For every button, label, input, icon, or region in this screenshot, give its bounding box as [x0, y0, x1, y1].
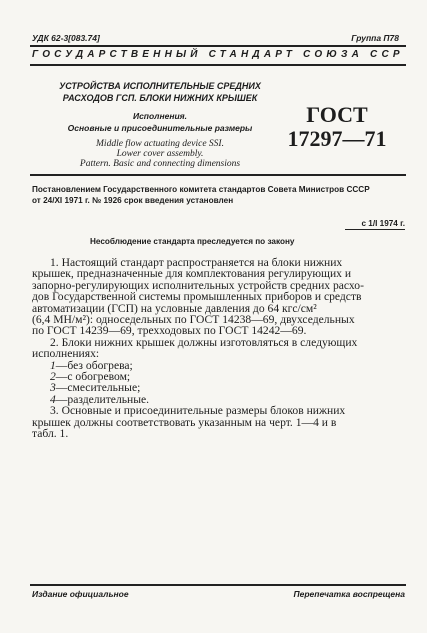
paragraph-3-line: крышек должны соответствовать указанным на черт. 1—4 и в — [32, 415, 337, 429]
decree-line-2: от 24/XI 1971 г. № 1926 срок введения установлен — [32, 196, 234, 205]
variant-text: —смесительные; — [55, 381, 141, 395]
compliance-notice: Несоблюдение стандарта преследуется по закону — [90, 237, 295, 246]
title-line-1: УСТРОЙСТВА ИСПОЛНИТЕЛЬНЫЕ СРЕДНИХ — [59, 81, 261, 91]
group-code: Группа П78 — [351, 33, 399, 43]
paragraph-1-line: 1. Настоящий стандарт распространяется на блоки нижних — [50, 256, 343, 269]
top-rule — [30, 45, 406, 47]
english-title-block — [50, 139, 270, 169]
paragraph-1-line: (6,4 МН/м²): односедельных по ГОСТ 14238—69, двухседельных — [32, 313, 355, 327]
gost-label: ГОСТ — [306, 102, 368, 127]
decree-text — [32, 184, 370, 206]
official-edition-label: Издание официальное — [32, 589, 129, 599]
paragraph-2-line: 2. Блоки нижних крышек должны изготовляться в следующих — [50, 335, 358, 349]
english-title-line-2: Lower cover assembly. — [116, 149, 204, 159]
paragraph-3-line: табл. 1. — [32, 427, 69, 441]
paragraph-1-line: крышек, предназначенные для комплектования регулирующих и — [32, 267, 352, 281]
date-underline — [345, 229, 405, 230]
banner-rule — [30, 64, 406, 66]
variant-text: —разделительные. — [55, 392, 150, 406]
reprint-prohibited-label: Перепечатка воспрещена — [293, 589, 405, 599]
standard-banner: ГОСУДАРСТВЕННЫЙ СТАНДАРТ СОЮЗА ССР — [32, 49, 404, 60]
subtitle-block — [50, 110, 270, 134]
title-block — [50, 80, 270, 104]
gost-number: 17297—71 — [287, 126, 387, 151]
variant-number: 2 — [50, 370, 56, 384]
variant-number: 4 — [50, 392, 56, 406]
paragraph-1-line: запорно-регулирующих исполнительных устройств средних расхо- — [32, 278, 364, 292]
english-title-line-1: Middle flow actuating device SSI. — [96, 139, 224, 149]
subtitle-line-1: Исполнения. — [132, 111, 188, 121]
variant-text: —без обогрева; — [55, 358, 133, 372]
footer-rule — [30, 584, 406, 586]
subtitle-line-2: Основные и присоединительные размеры — [67, 123, 253, 133]
decree-line-1: Постановлением Государственного комитета стандартов Совета Министров СССР — [32, 185, 370, 194]
variant-number: 3 — [50, 381, 56, 395]
variant-text: —с обогревом; — [55, 370, 131, 384]
variant-number: 1 — [50, 358, 56, 372]
paragraph-1-line: автоматизации (ГСП) на условные давления до 64 кгс/см² — [32, 301, 317, 315]
udc-code: УДК 62-3[083.74] — [32, 33, 100, 43]
paragraph-2-line: исполнениях: — [32, 347, 100, 361]
effective-date: с 1/I 1974 г. — [361, 219, 405, 228]
title-rule — [30, 174, 406, 176]
gost-number-block — [282, 103, 392, 151]
title-line-2: РАСХОДОВ ГСП. БЛОКИ НИЖНИХ КРЫШЕК — [62, 93, 258, 103]
paragraph-1-line: дов Государственной системы промышленных приборов и средств — [32, 290, 362, 304]
english-title-line-3: Pattern. Basic and connecting dimensions — [79, 159, 241, 169]
paragraph-1-line: по ГОСТ 14239—69, трехходовых по ГОСТ 14242—69. — [32, 324, 307, 338]
body-text — [32, 257, 402, 440]
paragraph-3-line: 3. Основные и присоединительные размеры блоков нижних — [50, 404, 346, 418]
